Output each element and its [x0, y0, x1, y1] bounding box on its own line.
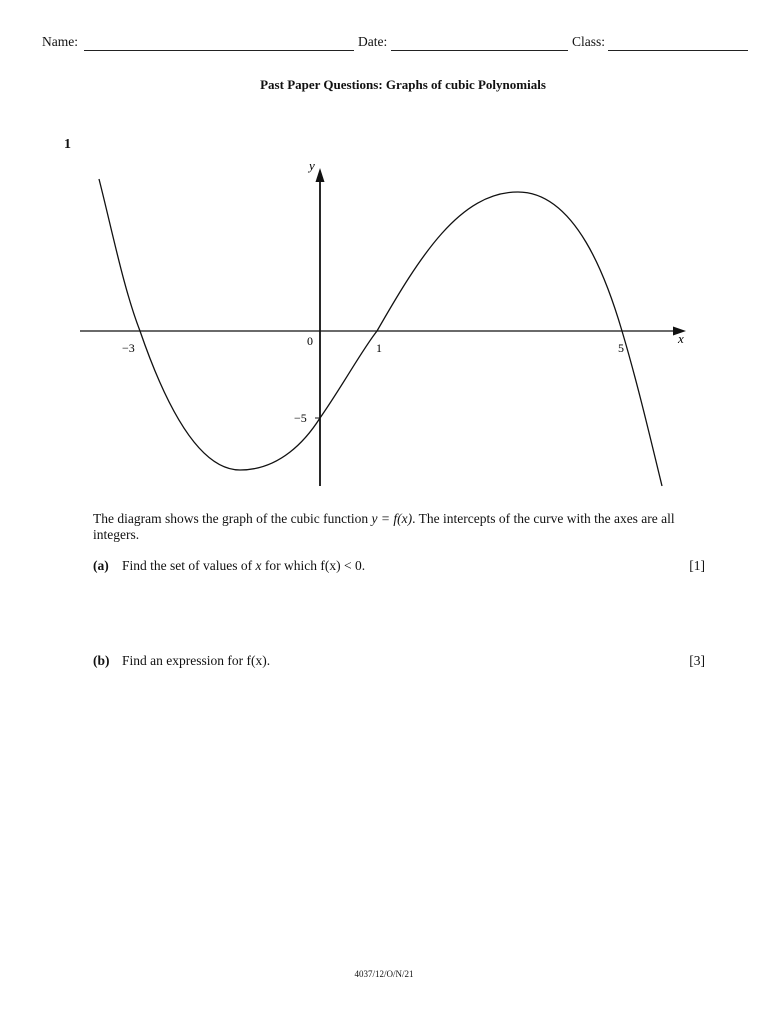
intro-text-2: . The intercepts of the curve with the axes are all integers. — [93, 511, 675, 542]
part-b-marks: [3] — [689, 653, 705, 668]
part-a-marks: [1] — [689, 558, 705, 573]
part-a-text-after: for which — [261, 558, 321, 573]
x-tick-label-1: 1 — [376, 341, 382, 355]
question-part-b — [93, 653, 705, 671]
x-tick-label-5: 5 — [618, 341, 624, 355]
date-label: Date: — [358, 34, 388, 49]
y-tick-label-minus-5: −5 — [294, 411, 307, 425]
question-number: 1 — [64, 137, 71, 152]
x-tick-label-minus-3: −3 — [122, 341, 135, 355]
cubic-curve — [99, 179, 662, 486]
paper-code-footer: 4037/12/O/N/21 — [354, 969, 414, 979]
origin-label: 0 — [307, 334, 313, 348]
question-part-a — [93, 558, 705, 576]
cubic-graph-diagram — [0, 0, 768, 510]
name-label: Name: — [42, 34, 78, 49]
intro-function: y = f(x) — [371, 511, 413, 526]
part-a-text — [122, 558, 365, 574]
class-label: Class: — [572, 34, 606, 49]
part-b-letter: (b) — [93, 653, 110, 668]
part-a-letter: (a) — [93, 558, 109, 573]
y-axis-arrow — [316, 168, 325, 182]
part-a-text-before: Find the set of values of — [122, 558, 256, 573]
x-axis-label: x — [678, 331, 684, 346]
part-b-text-before: Find an expression for — [122, 653, 247, 668]
question-intro — [93, 511, 705, 543]
part-b-text — [122, 653, 270, 669]
part-b-expression: f(x). — [246, 653, 271, 668]
part-a-inequality: f(x) < 0. — [320, 558, 366, 573]
part-a-variable: x — [255, 558, 262, 573]
page-title: Past Paper Questions: Graphs of cubic Polynomials — [260, 77, 546, 92]
y-axis-label: y — [309, 158, 315, 173]
intro-text-1: The diagram shows the graph of the cubic function — [93, 511, 372, 526]
